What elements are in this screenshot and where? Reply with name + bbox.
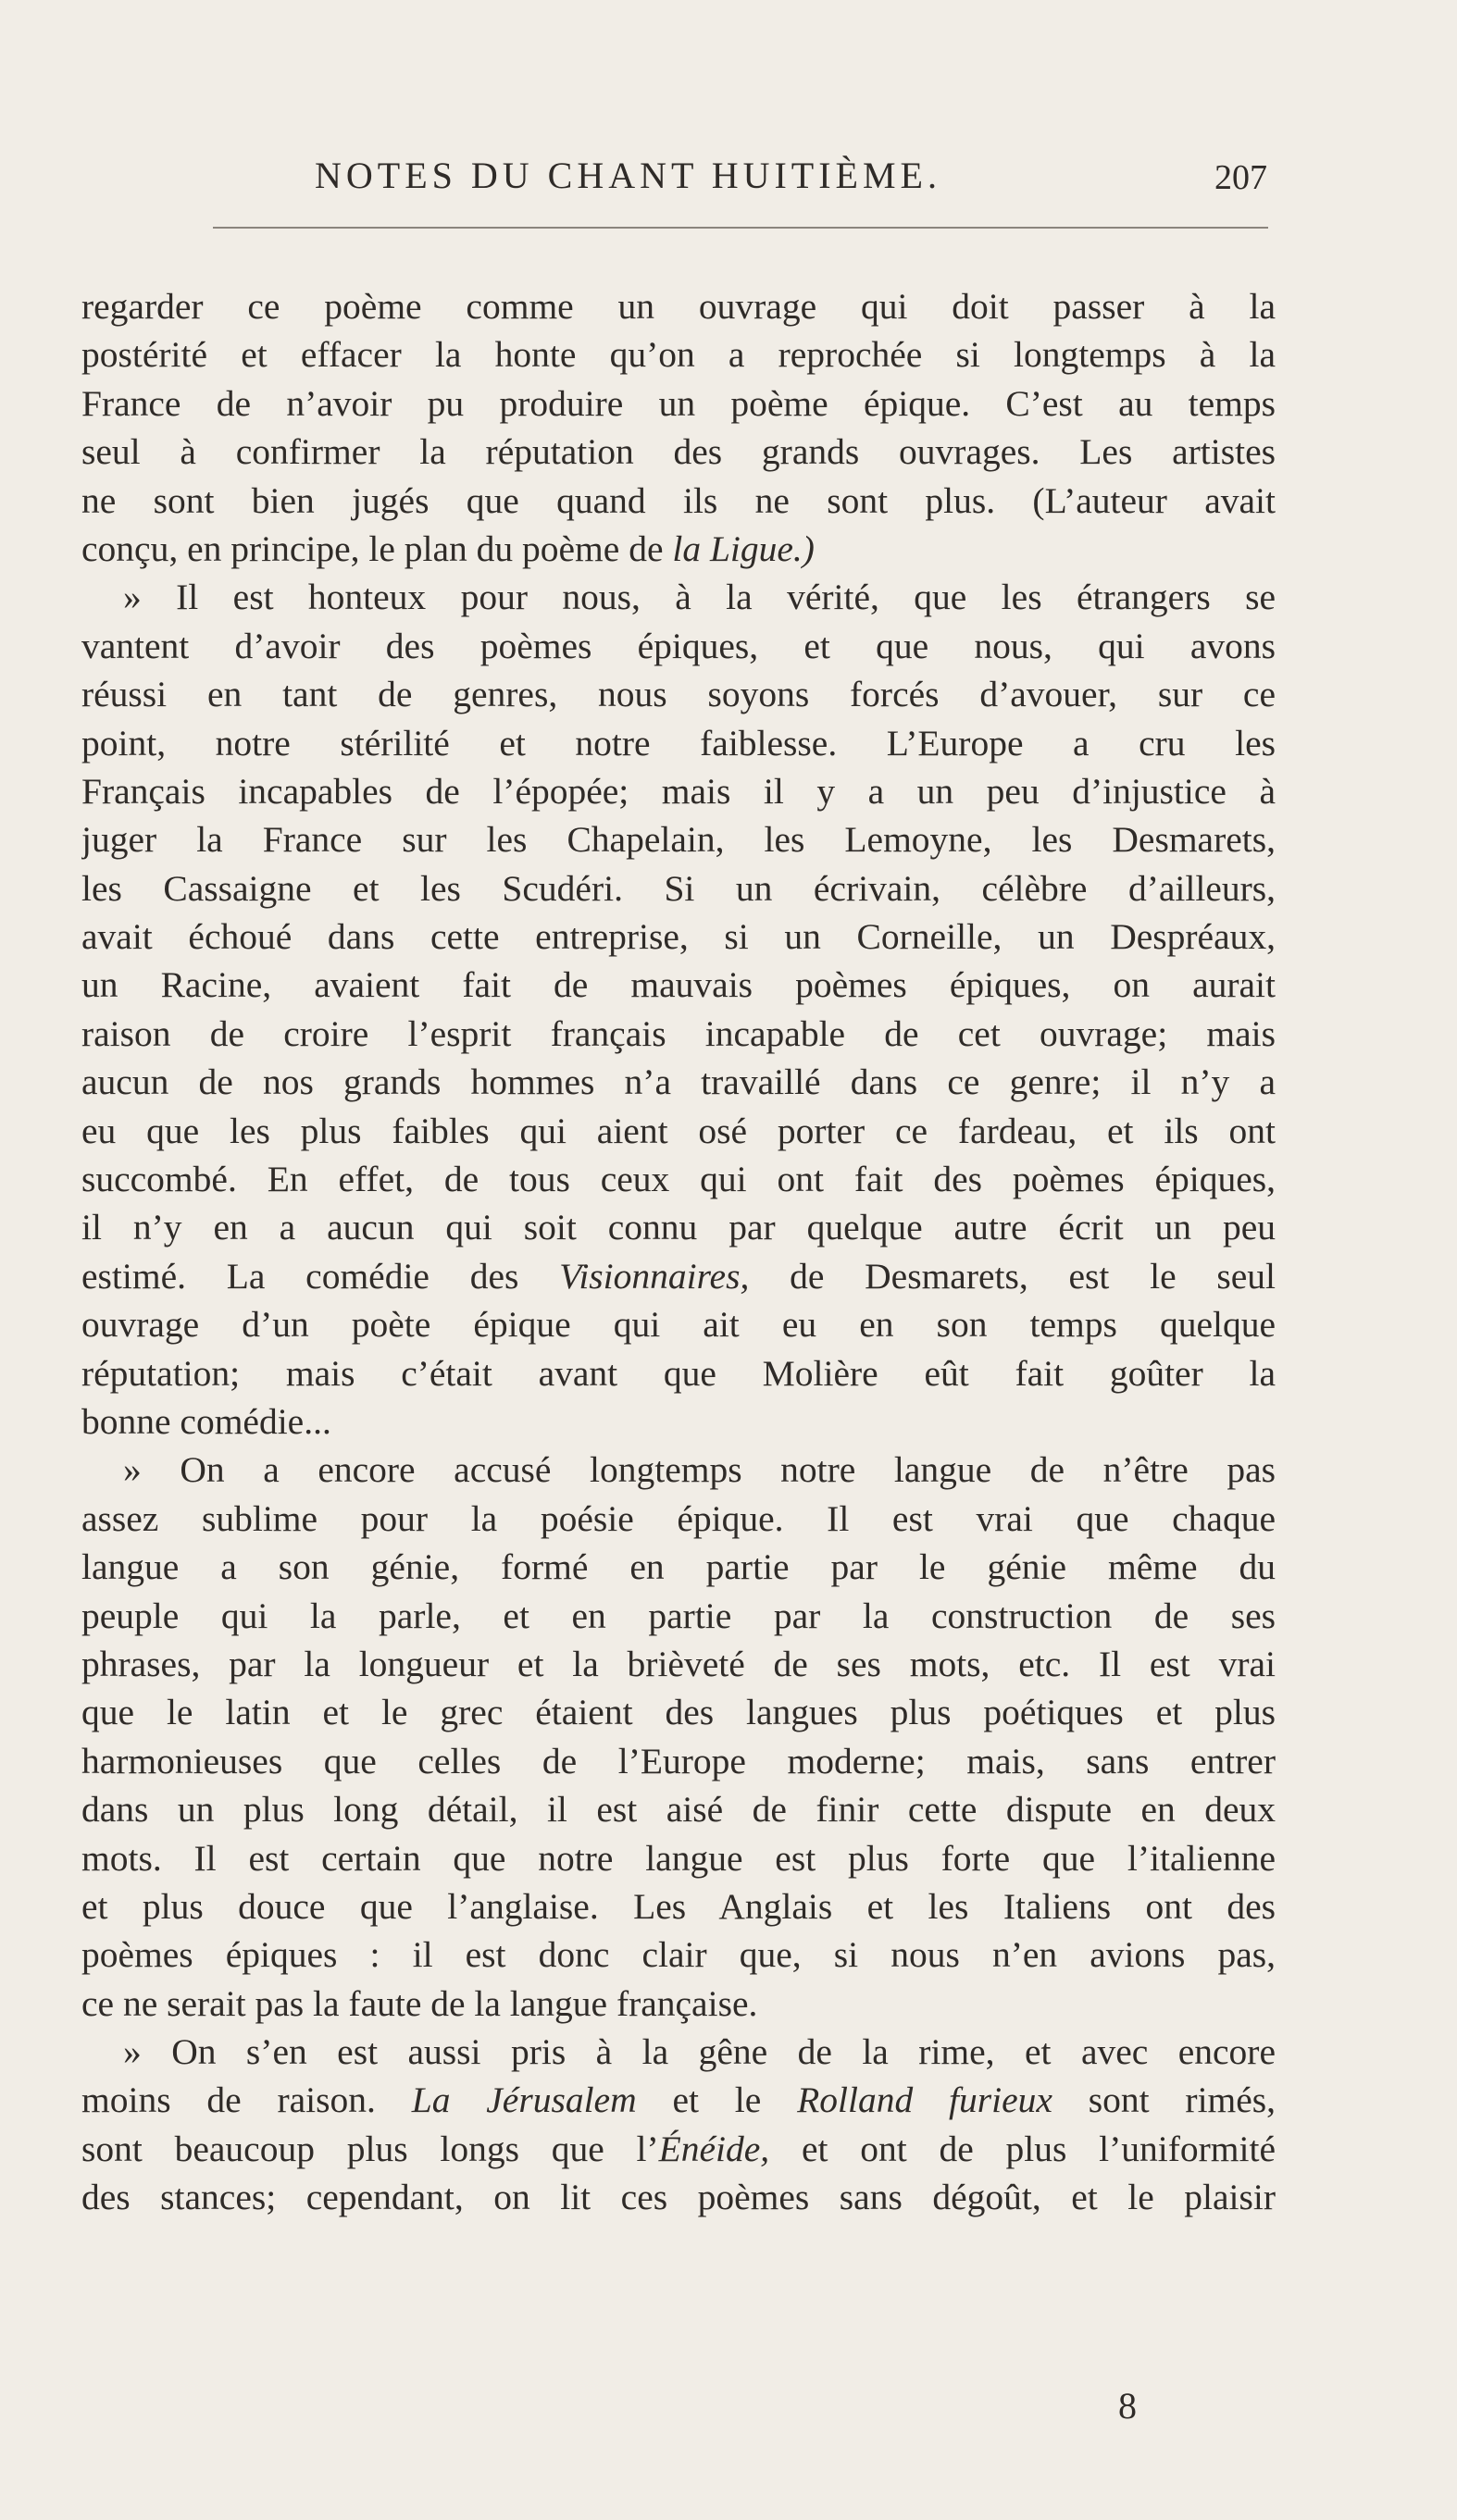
text-line: Français incapables de l’épopée; mais il y a un peu d’injustice à xyxy=(81,770,1276,812)
text-segment: et ont de plus l’uniformité xyxy=(801,2128,1276,2169)
text-line xyxy=(81,2076,1276,2124)
text-line: point, notre stérilité et notre faiblesse. L’Europe a cru les xyxy=(81,722,1276,763)
page-number: 207 xyxy=(1214,158,1267,197)
text-line: France de n’avoir pu produire un poème épique. C’est au temps xyxy=(81,382,1276,424)
text-line xyxy=(81,525,1276,573)
italic-title: Visionnaires, xyxy=(559,1255,750,1297)
text-segment: conçu, en principe, le plan du poème de xyxy=(81,528,664,569)
text-segment: estimé. La comédie des xyxy=(81,1255,519,1297)
italic-title: la Ligue.) xyxy=(672,528,815,569)
text-line: poèmes épiques : il est donc clair que, si nous n’en avions pas, xyxy=(81,1934,1276,1976)
text-line: phrases, par la longueur et la brièveté de ses mots, etc. Il est vrai xyxy=(81,1643,1276,1684)
text-line: » On s’en est aussi pris à la gêne de la rime, et avec encore xyxy=(123,2031,1276,2073)
text-line: et plus douce que l’anglaise. Les Anglais et les Italiens ont des xyxy=(81,1885,1276,1927)
text-line: seul à confirmer la réputation des grands ouvrages. Les artistes xyxy=(81,431,1276,473)
text-line: des stances; cependant, on lit ces poèmes sans dégoût, et le plaisir xyxy=(81,2177,1276,2218)
italic-title: Énéide, xyxy=(658,2128,770,2169)
text-line: ouvrage d’un poète épique qui ait eu en son temps quelque xyxy=(81,1304,1276,1346)
text-line: » On a encore accusé longtemps notre langue de n’être pas xyxy=(123,1449,1276,1491)
text-line: les Cassaigne et les Scudéri. Si un écrivain, célèbre d’ailleurs, xyxy=(81,867,1276,909)
text-line: juger la France sur les Chapelain, les Lemoyne, les Desmarets, xyxy=(81,819,1276,861)
text-line xyxy=(81,2125,1276,2173)
text-segment: et le xyxy=(672,2079,762,2121)
text-line: mots. Il est certain que notre langue est plus forte que l’italienne xyxy=(81,1837,1276,1879)
text-line: réussi en tant de genres, nous soyons forcés d’avouer, sur ce xyxy=(81,674,1276,715)
body-text xyxy=(81,282,1276,2222)
signature-mark: 8 xyxy=(1118,2385,1137,2427)
text-line: ne sont bien jugés que quand ils ne sont plus. (L’auteur avait xyxy=(81,479,1276,521)
text-line: un Racine, avaient fait de mauvais poèmes épiques, on aurait xyxy=(81,964,1276,1006)
text-line: » Il est honteux pour nous, à la vérité, que les étrangers se xyxy=(123,577,1276,618)
text-line: bonne comédie... xyxy=(81,1400,331,1442)
text-line: vantent d’avoir des poèmes épiques, et que nous, qui avons xyxy=(81,625,1276,666)
text-segment: sont rimés, xyxy=(1088,2079,1276,2121)
text-line: raison de croire l’esprit français incapable de cet ouvrage; mais xyxy=(81,1012,1276,1054)
text-line: que le latin et le grec étaient des langues plus poétiques et plus xyxy=(81,1692,1276,1733)
text-line: assez sublime pour la poésie épique. Il est vrai que chaque xyxy=(81,1497,1276,1539)
italic-title: La Jérusalem xyxy=(411,2079,637,2121)
text-line: succombé. En effet, de tous ceux qui ont fait des poèmes épiques, xyxy=(81,1159,1276,1200)
text-line: avait échoué dans cette entreprise, si un Corneille, un Despréaux, xyxy=(81,916,1276,958)
text-line: peuple qui la parle, et en partie par la construction de ses xyxy=(81,1595,1276,1636)
text-segment: moins de raison. xyxy=(81,2079,376,2121)
text-line: il n’y en a aucun qui soit connu par quelque autre écrit un peu xyxy=(81,1207,1276,1248)
text-line: langue a son génie, formé en partie par le génie même du xyxy=(81,1546,1276,1588)
text-segment: de Desmarets, est le seul xyxy=(790,1255,1276,1297)
running-title: NOTES DU CHANT HUITIÈME. xyxy=(315,155,941,196)
text-line: eu que les plus faibles qui aient osé porter ce fardeau, et ils ont xyxy=(81,1110,1276,1151)
text-line: dans un plus long détail, il est aisé de finir cette dispute en deux xyxy=(81,1789,1276,1831)
text-line: réputation; mais c’était avant que Molière eût fait goûter la xyxy=(81,1352,1276,1394)
text-segment: sont beaucoup plus longs que l’ xyxy=(81,2128,659,2169)
text-line: regarder ce poème comme un ouvrage qui doit passer à la xyxy=(81,286,1276,327)
text-line: postérité et effacer la honte qu’on a reprochée si longtemps à la xyxy=(81,334,1276,376)
running-head xyxy=(0,148,1457,204)
header-rule xyxy=(213,227,1268,229)
text-line: harmonieuses que celles de l’Europe moderne; mais, sans entrer xyxy=(81,1740,1276,1781)
text-line: ce ne serait pas la faute de la langue française. xyxy=(81,1982,758,2024)
text-line xyxy=(81,1252,1276,1300)
text-line: aucun de nos grands hommes n’a travaillé dans ce genre; il n’y a xyxy=(81,1061,1276,1103)
italic-title: Rolland furieux xyxy=(797,2079,1052,2121)
